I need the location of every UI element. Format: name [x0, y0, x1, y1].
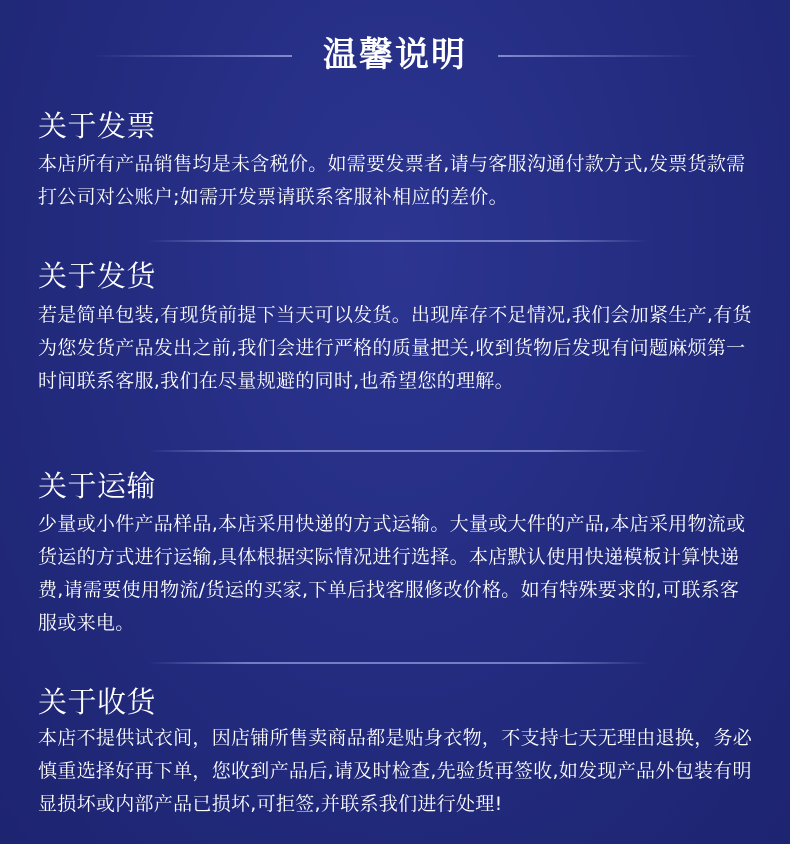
section-divider [148, 662, 648, 664]
section-body: 本店所有产品销售均是未含税价。如需要发票者,请与客服沟通付款方式,发票货款需打公司对公账户;如需开发票请联系客服补相应的差价。 [38, 153, 746, 208]
page-title: 温馨说明 [323, 35, 467, 75]
section-divider [148, 240, 648, 242]
section-invoice [38, 108, 758, 214]
section-heading: 关于收货 [38, 685, 157, 719]
title-divider-right [498, 55, 698, 57]
section-shipping [38, 258, 758, 398]
section-transport [38, 468, 758, 640]
section-body: 少量或小件产品样品,本店采用快递的方式运输。大量或大件的产品,本店采用物流或货运的方式进行运输,具体根据实际情况进行选择。本店默认使用快递模板计算快递费,请需要使用物流/货运的买家,下单后找客服修改价格。如有特殊要求的,可联系客服或来电。 [38, 513, 746, 634]
title-row [0, 28, 790, 80]
section-heading: 关于发货 [38, 259, 157, 293]
section-body: 本店不提供试衣间，因店铺所售卖商品都是贴身衣物，不支持七天无理由退换，务必慎重选择好再下单，您收到产品后,请及时检查,先验货再签收,如发现产品外包装有明显损坏或内部产品已损坏,可拒签,并联系我们进行处理! [38, 727, 753, 815]
section-heading: 关于发票 [38, 109, 157, 143]
section-body: 若是简单包装,有现货前提下当天可以发货。出现库存不足情况,我们会加紧生产,有货为您发货产品发出之前,我们会进行严格的质量把关,收到货物后发现有问题麻烦第一时间联系客服,我们在尽量规避的同时,也希望您的理解。 [38, 304, 752, 392]
section-divider [148, 450, 648, 452]
section-receiving [38, 684, 758, 821]
section-heading: 关于运输 [38, 469, 157, 503]
